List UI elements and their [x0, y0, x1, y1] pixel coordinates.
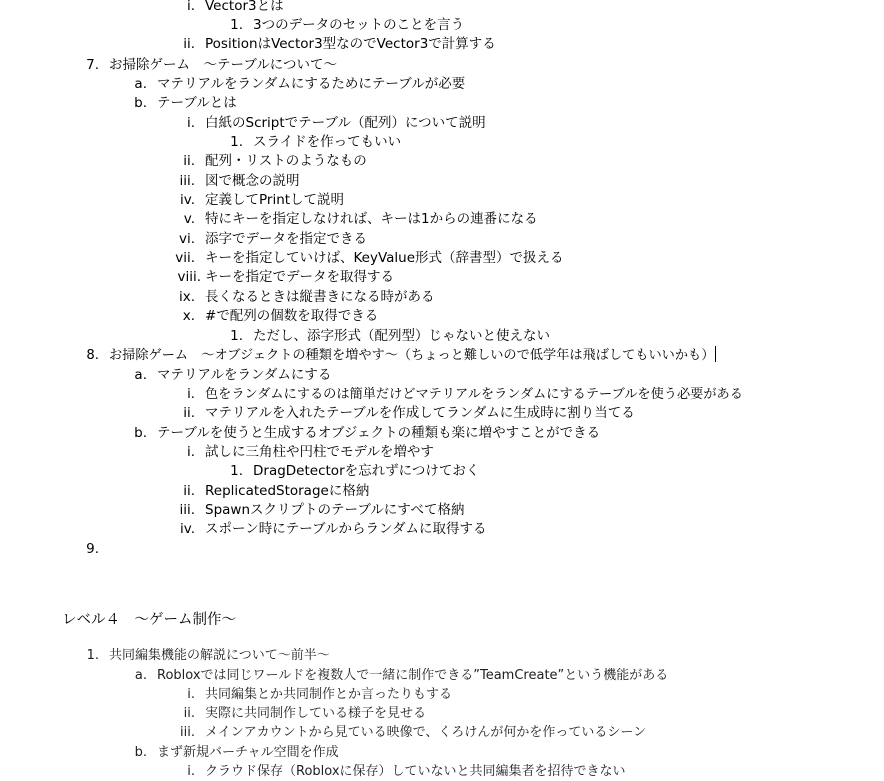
list-text: 実際に共同制作している様子を見せる: [205, 706, 427, 721]
list-text: 添字でデータを指定できる: [205, 231, 367, 247]
list-marker: b.: [134, 745, 147, 760]
list-marker: v.: [183, 211, 195, 227]
level-heading: レベル４ ～ゲーム制作～: [62, 612, 236, 628]
list-marker: vii.: [175, 250, 195, 266]
list-text: 白紙のScriptでテーブル（配列）について説明: [205, 115, 486, 131]
list-text: お掃除ゲーム ～テーブルについて～: [109, 57, 338, 73]
list-marker: 7.: [86, 57, 99, 73]
list-marker: ii.: [183, 483, 195, 499]
list-text: 共同編集とか共同制作とか言ったりもする: [205, 687, 453, 702]
list-marker: iii.: [179, 502, 195, 518]
list-marker: b.: [134, 95, 147, 111]
list-text: スポーン時にテーブルからランダムに取得する: [205, 521, 487, 537]
list-text: テーブルとは: [157, 95, 237, 111]
list-marker: ix.: [178, 289, 195, 305]
list-text: メインアカウントから見ている映像で、くろけんが何かを作っているシーン: [205, 725, 647, 740]
list-marker: 1.: [230, 328, 243, 344]
list-marker: iii.: [180, 725, 195, 740]
list-text: 共同編集機能の解説について～前半～: [109, 648, 330, 663]
list-marker: ii.: [183, 36, 195, 52]
list-marker: 9.: [86, 541, 99, 557]
list-marker: a.: [134, 76, 147, 92]
list-marker: i.: [186, 115, 195, 131]
list-text: マテリアルをランダムにするためにテーブルが必要: [157, 76, 466, 92]
list-text-content: お掃除ゲーム ～オブジェクトの種類を増やす～（ちょっと難しいので低学年は飛ばしてもいいかも）: [109, 348, 715, 363]
list-text: PositionはVector3型なのでVector3で計算する: [205, 36, 496, 52]
list-text: 長くなるときは縦書きになる時がある: [205, 289, 435, 305]
list-marker: a.: [134, 367, 147, 383]
list-text: テーブルを使うと生成するオブジェクトの種類も楽に増やすことができる: [157, 425, 601, 441]
list-text: 色をランダムにするのは簡単だけどマテリアルをランダムにするテーブルを使う必要がある: [205, 387, 743, 402]
list-marker: iv.: [180, 521, 195, 537]
list-text: まず新規バーチャル空間を作成: [157, 745, 339, 760]
list-text: キーを指定していけば、KeyValue形式（辞書型）で扱える: [205, 250, 564, 266]
list-marker: 1.: [230, 134, 243, 150]
list-marker: ii.: [183, 706, 195, 721]
list-marker: vi.: [178, 231, 195, 247]
list-text: 配列・リストのようなもの: [205, 153, 367, 169]
list-text: 3つのデータのセットのことを言う: [253, 17, 465, 33]
list-marker: i.: [187, 764, 195, 779]
list-text: ReplicatedStorageに格納: [205, 483, 370, 499]
list-marker: viii.: [177, 269, 201, 285]
list-text: Vector3とは: [205, 0, 284, 14]
list-marker: i.: [187, 687, 195, 702]
list-marker: iii.: [179, 173, 195, 189]
list-marker: i.: [187, 387, 195, 402]
list-text: 図で概念の説明: [205, 173, 300, 189]
list-marker: a.: [134, 668, 147, 683]
list-text: マテリアルを入れたテーブルを作成してランダムに生成時に割り当てる: [205, 405, 635, 421]
list-text: #で配列の個数を取得できる: [205, 308, 379, 324]
list-marker: b.: [134, 425, 147, 441]
list-text: [109, 346, 716, 365]
list-marker: ii.: [183, 153, 195, 169]
list-marker: i.: [186, 444, 195, 460]
list-text: マテリアルをランダムにする: [157, 367, 332, 383]
list-marker: x.: [182, 308, 195, 324]
list-marker: 1.: [230, 463, 243, 479]
text-cursor: [715, 346, 716, 362]
list-marker: ii.: [183, 405, 195, 421]
list-text: キーを指定でデータを取得する: [205, 269, 394, 285]
list-text: Spawnスクリプトのテーブルにすべて格納: [205, 502, 465, 518]
list-text: 定義してPrintして説明: [205, 192, 345, 208]
list-text: Robloxでは同じワールドを複数人で一緒に制作できる”TeamCreate”という機能がある: [157, 668, 669, 683]
list-text: ただし、添字形式（配列型）じゃないと使えない: [253, 328, 550, 344]
list-marker: i.: [186, 0, 195, 14]
list-text: DragDetectorを忘れずにつけておく: [253, 463, 480, 479]
list-marker: 8.: [86, 348, 99, 363]
list-marker: 1.: [86, 648, 99, 663]
list-marker: 1.: [230, 17, 243, 33]
list-text: クラウド保存（Robloxに保存）していないと共同編集者を招待できない: [205, 764, 626, 779]
list-text: 特にキーを指定しなければ、キーは1からの連番になる: [205, 211, 538, 227]
list-text: スライドを作ってもいい: [253, 134, 402, 150]
list-text: 試しに三角柱や円柱でモデルを増やす: [205, 444, 434, 460]
list-marker: iv.: [180, 192, 195, 208]
